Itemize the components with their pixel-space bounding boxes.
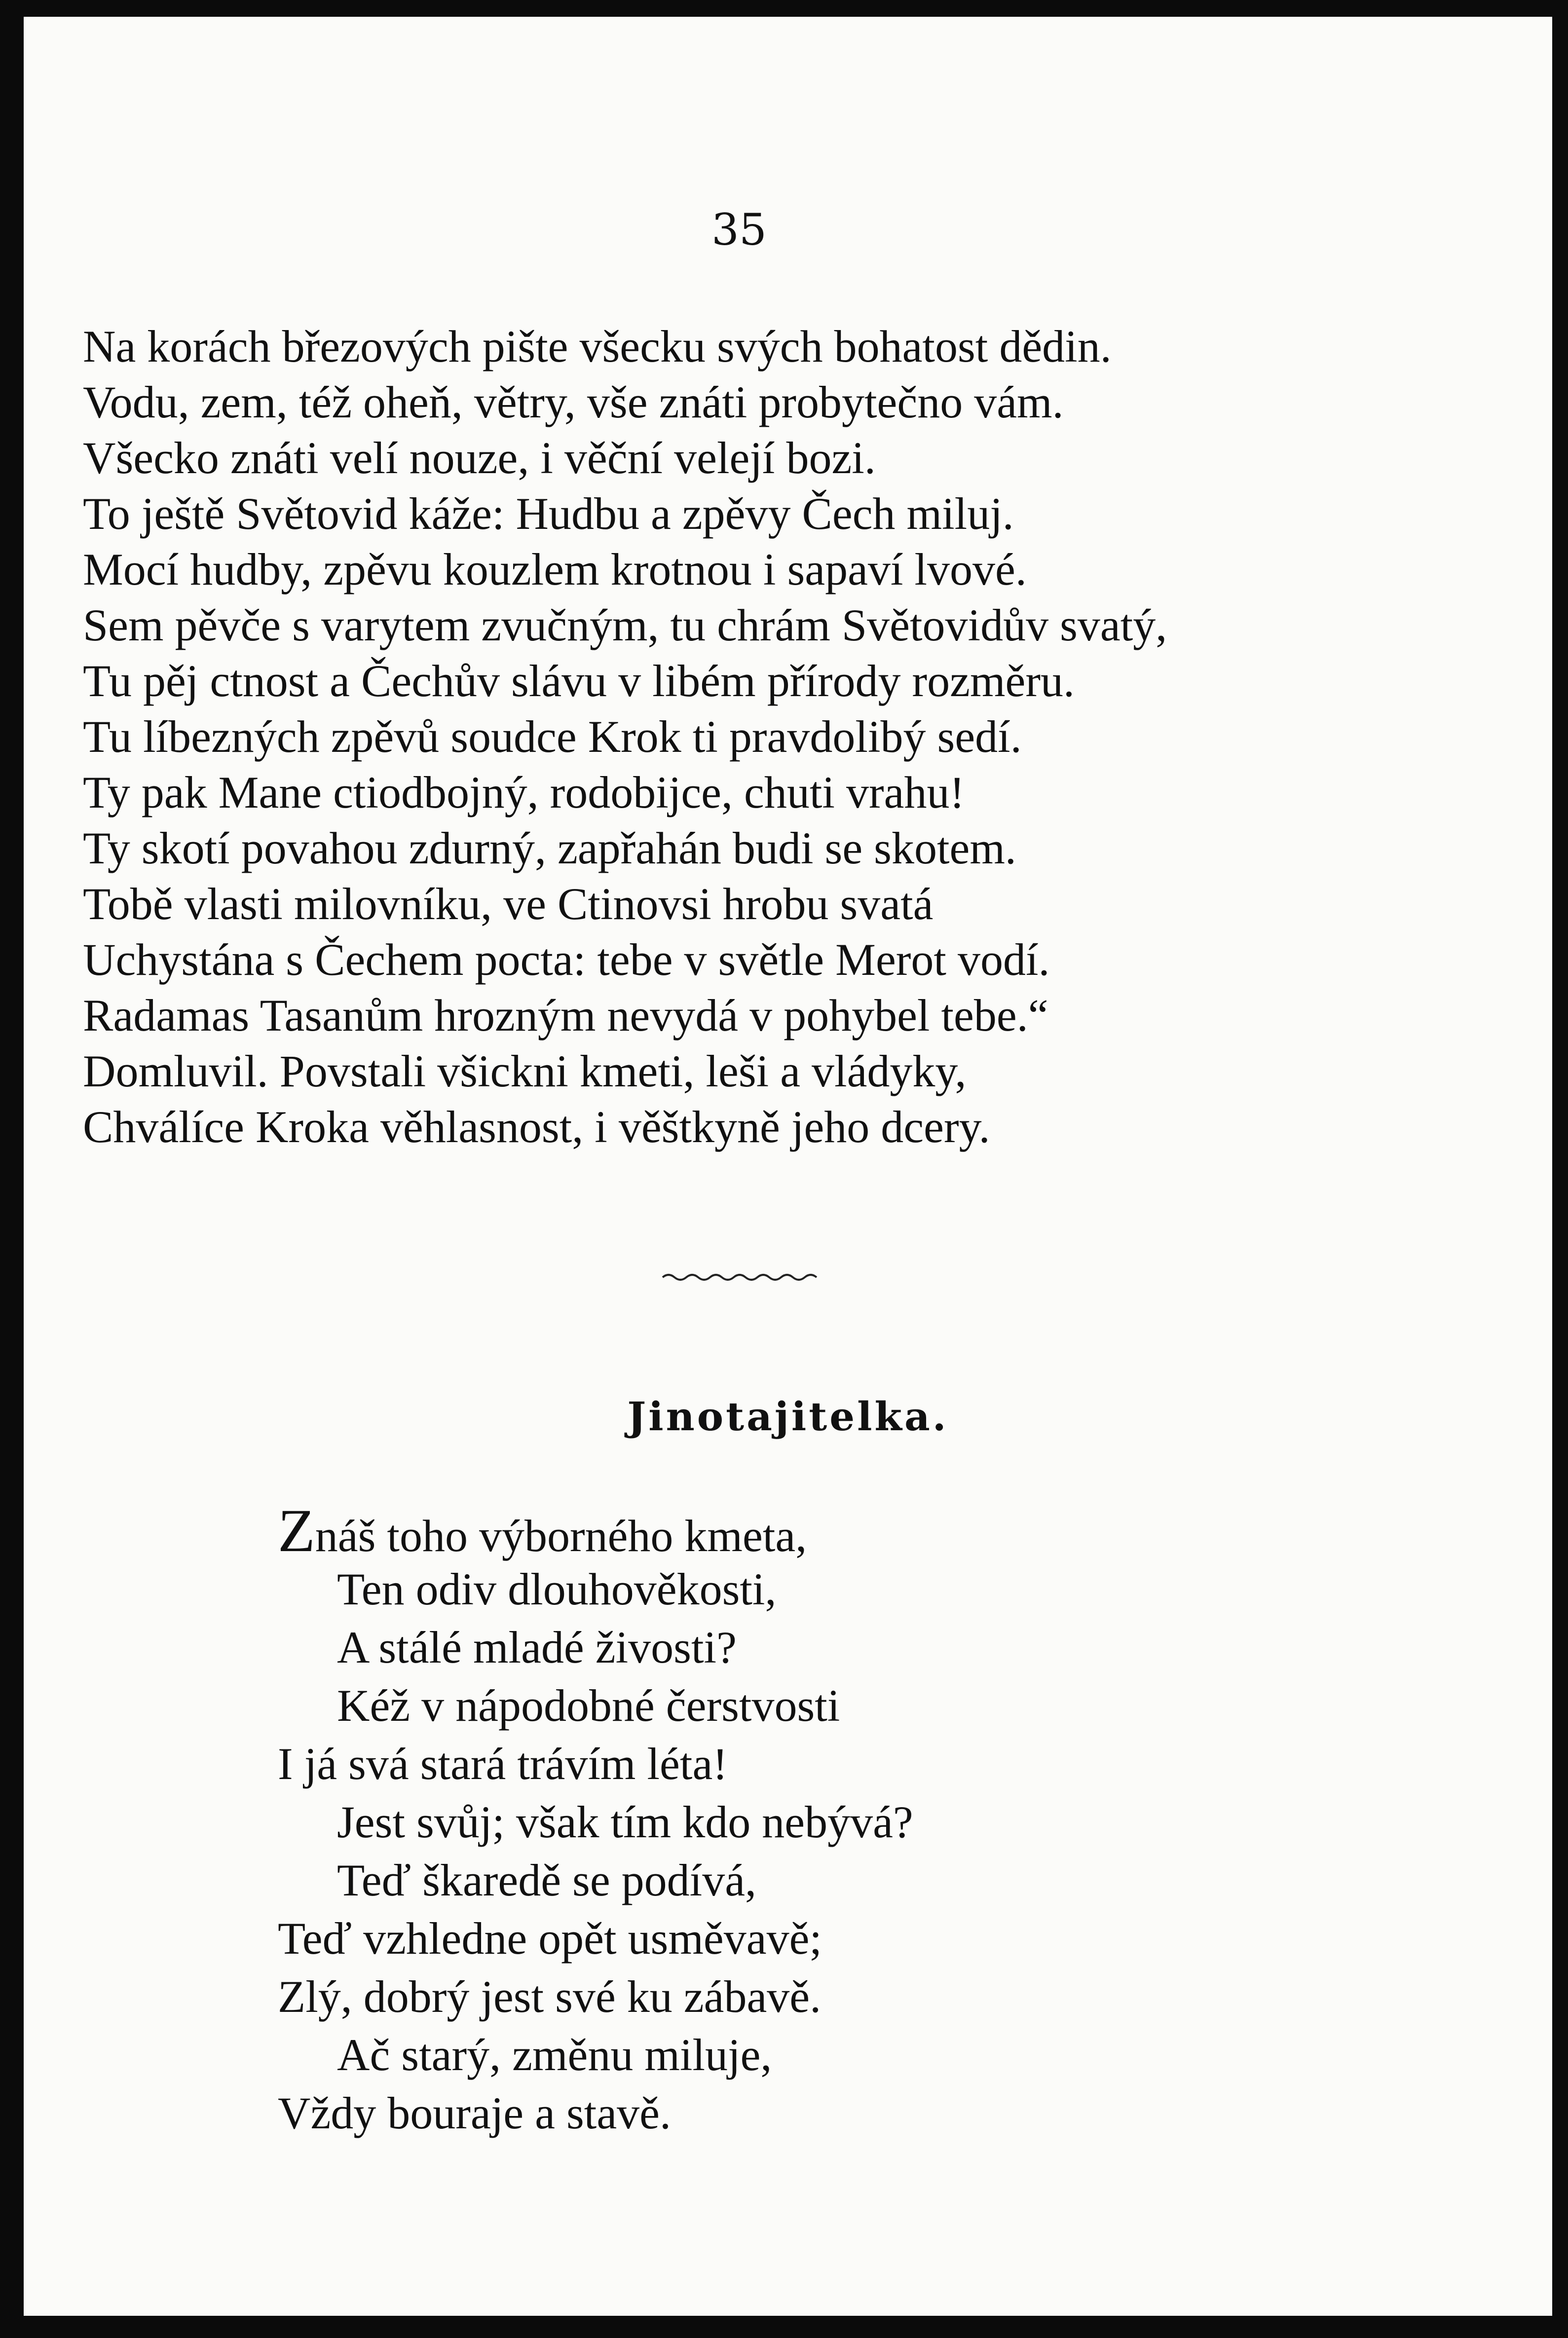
prose-line: Tu pěj ctnost a Čechův slávu v libém přírody rozměru. (83, 656, 1075, 706)
prose-line: Radamas Tasanům hrozným nevydá v pohybel tebe.“ (83, 990, 1048, 1040)
prose-line: Všecko znáti velí nouze, i věční velejí bozi. (83, 433, 876, 483)
poem-line: Jest svůj; však tím kdo nebývá? (337, 1797, 913, 1847)
poem-title: Jinotajitelka. (627, 1393, 949, 1440)
prose-line: Tobě vlasti milovníku, ve Ctinovsi hrobu svatá (83, 879, 933, 929)
poem-line: Ač starý, změnu miluje, (337, 2030, 772, 2080)
prose-line: Sem pěvče s varytem zvučným, tu chrám Světovidův svatý, (83, 600, 1167, 650)
poem-line: Kéž v nápodobné čerstvosti (337, 1680, 840, 1731)
poem-line: I já svá stará trávím léta! (278, 1739, 728, 1789)
prose-text (83, 319, 1167, 1155)
poem-line: A stálé mladé živosti? (337, 1622, 737, 1672)
prose-line: Mocí hudby, zpěvu kouzlem krotnou i sapaví lvové. (83, 544, 1027, 594)
poem-line: Zlý, dobrý jest své ku zábavě. (278, 1971, 821, 2022)
prose-line: Domluvil. Povstali všickni kmeti, leši a vládyky, (83, 1046, 967, 1096)
poem-first-line: náš toho výborného kmeta, (315, 1511, 807, 1561)
prose-line: Tu líbezných zpěvů soudce Krok ti pravdolibý sedí. (83, 711, 1022, 762)
poem-text (278, 1497, 913, 2142)
poem-line (278, 1497, 913, 1564)
prose-line: Chválíce Kroka věhlasnost, i věštkyně jeho dcery. (83, 1102, 990, 1152)
poem-line: Vždy bouraje a stavě. (278, 2088, 672, 2138)
poem-line: Teď vzhledne opět usměvavě; (278, 1913, 822, 1964)
prose-line: Uchystána s Čechem pocta: tebe v světle Merot vodí. (83, 934, 1050, 985)
prose-line: Na korách březových pište všecku svých bohatost dědin. (83, 321, 1112, 371)
prose-line: Vodu, zem, též oheň, větry, vše znáti probytečno vám. (83, 377, 1064, 427)
page-number: 35 (711, 204, 767, 255)
poem-line: Ten odiv dlouhověkosti, (337, 1564, 777, 1614)
prose-line: To ještě Světovid káže: Hudbu a zpěvy Čech miluj. (83, 488, 1014, 539)
poem-line: Teď škaredě se podívá, (337, 1855, 757, 1905)
prose-line: Ty skotí povahou zdurný, zapřahán budi se skotem. (83, 823, 1016, 873)
book-page (24, 17, 1552, 2316)
prose-line: Ty pak Mane ctiodbojný, rodobijce, chuti vrahu! (83, 767, 965, 817)
separator-ornament (660, 1270, 823, 1285)
drop-cap: Z (278, 1497, 315, 1564)
